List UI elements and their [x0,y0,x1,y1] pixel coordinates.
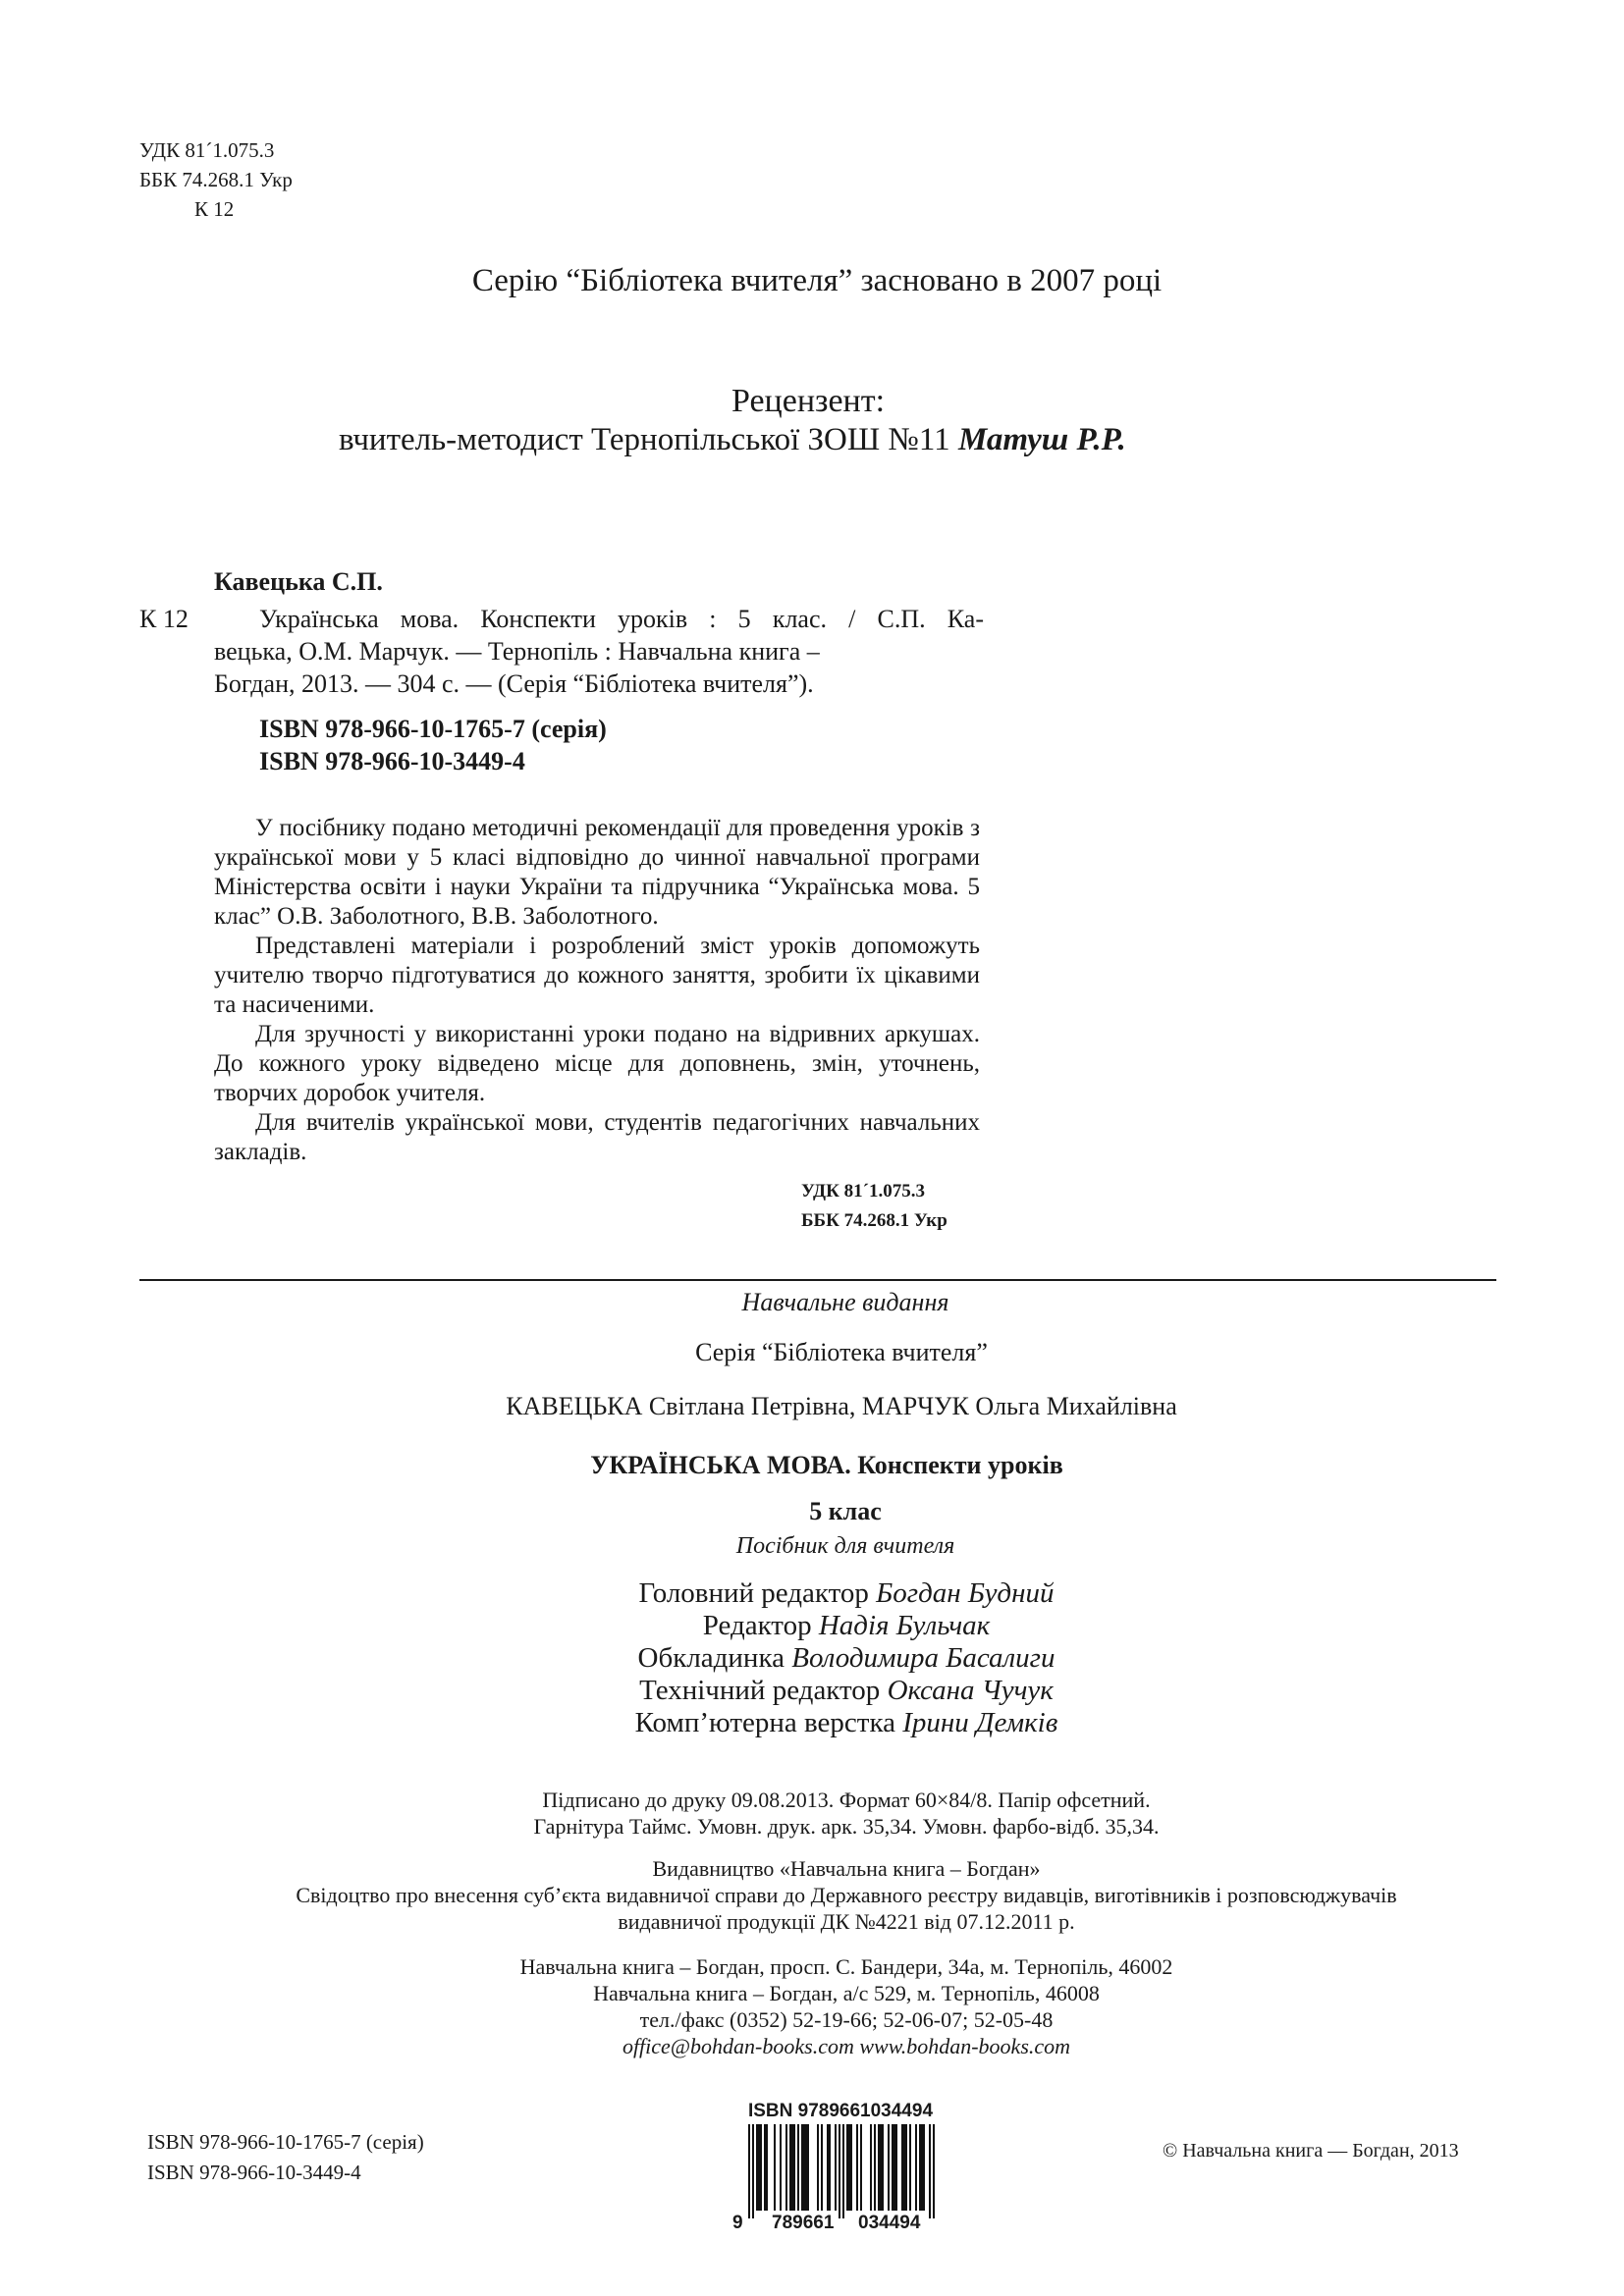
reviewer-name: Матуш Р.Р. [957,422,1126,457]
address-line: Навчальна книга – Богдан, а/с 529, м. Тернопіль, 46008 [593,1981,1100,2005]
barcode-bar [882,2124,884,2211]
barcode-bar [797,2124,799,2211]
barcode-bar [801,2124,803,2211]
barcode-bar [880,2124,882,2211]
barcode-bar [909,2124,911,2211]
credits-list [0,1577,1624,1739]
address-line: Навчальна книга – Богдан, просп. С. Бандери, 34а, м. Тернопіль, 46002 [519,1954,1173,1979]
barcode-bar [807,2124,809,2211]
book-title: УКРАЇНСЬКА МОВА. Конспекти уроків [590,1451,1063,1479]
credit-line [69,1707,1624,1739]
series-name: Серія “Бібліотека вчителя” [695,1338,988,1366]
series-founded-note: Серію “Бібліотека вчителя” засновано в 2007 році [471,263,1163,298]
barcode-bar [760,2124,762,2211]
bib-line-1: Українська мова. Конспекти уроків : 5 клас. / С.П. Ка- [259,605,984,633]
authors-full: КАВЕЦЬКА Світлана Петрівна, МАРЧУК Ольга Михайлівна [506,1392,1177,1420]
barcode-bar [758,2124,760,2211]
barcode-bars-icon [732,2124,948,2218]
print-line: Підписано до друку 09.08.2013. Формат 60×84/8. Папір офсетний. [542,1788,1151,1812]
barcode-guard-bar [933,2124,935,2218]
barcode-bar [764,2124,766,2211]
barcode-bar [791,2124,793,2211]
barcode-bar [892,2124,893,2211]
barcode-bar [915,2124,917,2211]
annotation-codes [801,1177,947,1236]
barcode-bar [793,2124,795,2211]
barcode-bar [803,2124,805,2211]
reviewer-position: вчитель-методист Тернопільської ЗОШ №11 [339,422,950,457]
barcode-bar [921,2124,923,2211]
credit-role: Комп’ютерна верстка [634,1707,895,1738]
copyright: © Навчальна книга — Богдан, 2013 [1163,2140,1459,2162]
annotation-udk: УДК 81´1.075.3 [801,1181,925,1201]
footer-isbn-book: ISBN 978-966-10-3449-4 [147,2161,361,2184]
bibliographic-record [139,565,984,791]
barcode-bar [919,2124,921,2211]
bib-isbn-series: ISBN 978-966-10-1765-7 (серія) [259,715,607,743]
section-divider [139,1279,1496,1281]
bib-isbn-book: ISBN 978-966-10-3449-4 [259,747,525,775]
reviewer-title: Рецензент: [731,383,886,419]
barcode-bar [893,2124,895,2211]
publisher-contacts [0,1953,1624,2059]
credit-role: Редактор [702,1610,812,1641]
credit-person: Володимира Басалиги [791,1642,1056,1674]
credit-role: Головний редактор [638,1577,869,1609]
barcode-bar [817,2124,819,2211]
barcode-bar [856,2124,858,2211]
barcode-bar [846,2124,848,2211]
bbk-code: ББК 74.268.1 Укр [139,168,293,191]
barcode-guard-bar [748,2124,750,2218]
barcode-bar [905,2124,907,2211]
manual-type: Посібник для вчителя [735,1533,955,1559]
barcode-bar [903,2124,905,2211]
barcode-guard-bar [752,2124,754,2218]
barcode-bar [789,2124,791,2211]
barcode-label: ISBN 9789661034494 [747,2101,934,2121]
credit-person: Надія Бульчак [818,1610,991,1641]
publisher-info [0,1855,1624,1935]
bib-line-3: Богдан, 2013. — 304 с. — (Серія “Бібліотека вчителя”). [214,669,814,698]
barcode-bar [805,2124,807,2211]
isbn-footer [147,2127,424,2188]
footer-isbn-series: ISBN 978-966-10-1765-7 (серія) [147,2130,424,2154]
isbn-barcode [732,2101,948,2236]
barcode-bar [835,2124,837,2211]
udk-code: УДК 81´1.075.3 [139,138,275,162]
barcode-bar [888,2124,890,2211]
credit-person: Богдан Будний [876,1577,1055,1609]
barcode-bar [848,2124,850,2211]
annotation-paragraph: Для зручності у використанні уроки подано на відривних аркушах. До кожного уроку відведено місце для доповнень, змін, уточнень, творчих доробок учителя. [214,1021,980,1106]
barcode-bar [860,2124,862,2211]
barcode-guard-bar [839,2124,840,2218]
bib-line-2: вецька, О.М. Марчук. — Тернопіль : Навчальна книга – [214,637,820,666]
publisher-name: Видавництво «Навчальна книга – Богдан» [652,1856,1041,1881]
barcode-right-group: 034494 [858,2213,921,2233]
classification-block [139,135,293,224]
barcode-guard-bar [929,2124,931,2218]
reviewer-line [339,422,1126,458]
credit-line [69,1642,1624,1675]
credit-line [69,1577,1624,1610]
barcode-bar [780,2124,782,2211]
credit-role: Обкладинка [637,1642,785,1674]
credit-person: Оксана Чучук [887,1675,1054,1706]
barcode-bar [829,2124,831,2211]
annotation [214,814,980,1167]
print-line: Гарнітура Таймс. Умовн. друк. арк. 35,34. Умовн. фарбо-відб. 35,34. [533,1814,1160,1839]
credit-line [69,1675,1624,1707]
barcode-bar [821,2124,823,2211]
publisher-certificate-number: видавничої продукції ДК №4221 від 07.12.2011 р. [618,1909,1075,1934]
barcode-bar [785,2124,787,2211]
bib-author: Кавецька С.П. [214,567,383,596]
barcode-bar [756,2124,758,2211]
annotation-paragraph: У посібнику подано методичні рекомендації для проведення уроків з української мови у 5 класі відповідно до чинної навчальної програми Міністерства освіти і науки України та підручника “Українська мова. 5 клас” О.В. Заболотного, В.В. Заболотного. [214,815,980,930]
bib-mark: К 12 [139,605,189,633]
credit-person: Ірини Демків [902,1707,1058,1738]
credit-role: Технічний редактор [639,1675,881,1706]
annotation-paragraph: Для вчителів української мови, студентів педагогічних навчальних закладів. [214,1109,980,1165]
credit-line [69,1610,1624,1642]
barcode-left-group: 789661 [772,2213,835,2233]
print-info [0,1787,1624,1840]
barcode-bar [870,2124,872,2211]
phone-line: тел./факс (0352) 52-19-66; 52-06-07; 52-05-48 [639,2007,1054,2032]
barcode-bar [850,2124,852,2211]
barcode-bar [895,2124,897,2211]
barcode-first-digit: 9 [732,2213,743,2233]
barcode-guard-bar [842,2124,844,2218]
annotation-paragraph: Представлені матеріали і розроблений зміст уроків допоможуть учителю творчо підготуватися до кожного заняття, зробити їх цікавими та насиченими. [214,933,980,1018]
author-mark: К 12 [194,197,235,221]
barcode-bar [901,2124,903,2211]
barcode-bar [874,2124,876,2211]
grade: 5 клас [809,1497,882,1525]
publisher-certificate: Свідоцтво про внесення суб’єкта видавничої справи до Державного реєстру видавців, виготівників і розповсюджувачів [296,1883,1397,1907]
barcode-bar [774,2124,776,2211]
edition-type: Навчальне видання [741,1288,949,1316]
barcode-bar [923,2124,925,2211]
annotation-bbk: ББК 74.268.1 Укр [801,1210,947,1231]
barcode-bar [766,2124,768,2211]
web-line[interactable]: office@bohdan-books.com www.bohdan-books.com [622,2034,1071,2058]
barcode-bar [827,2124,829,2211]
barcode-bar [878,2124,880,2211]
